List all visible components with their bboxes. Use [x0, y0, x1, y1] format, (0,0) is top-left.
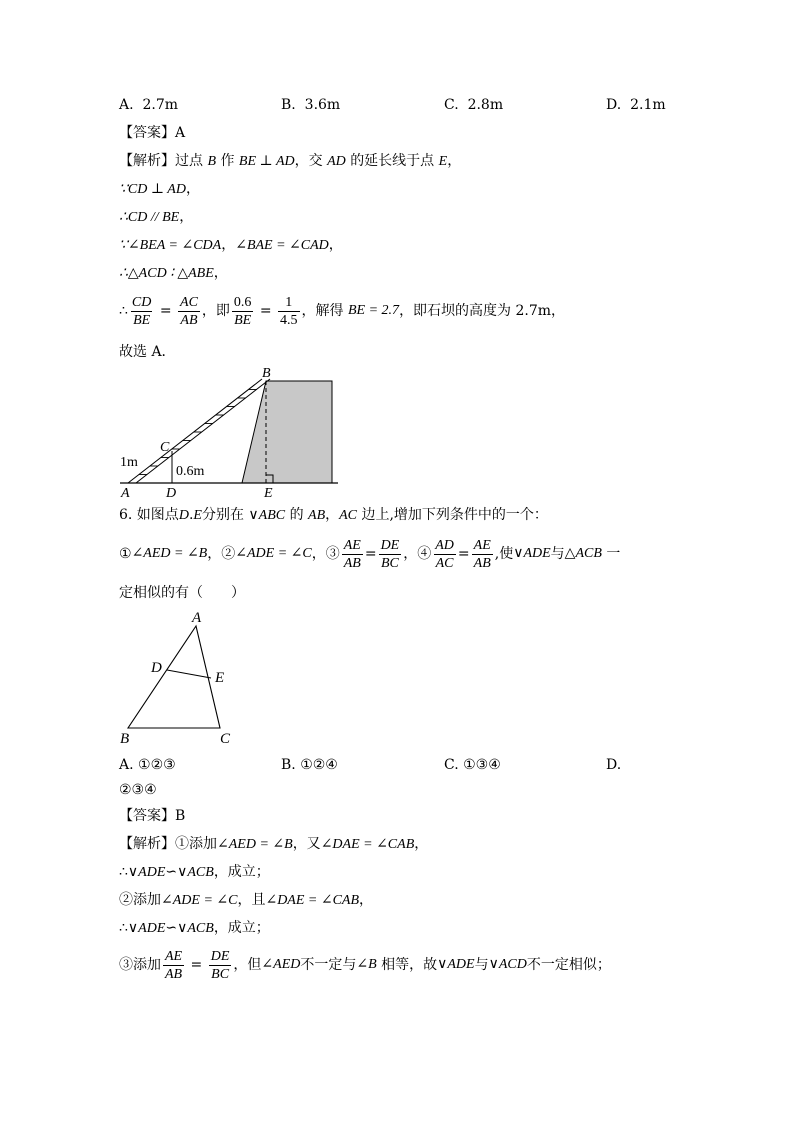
- q5-answer: 【答案】A: [119, 125, 186, 141]
- q6-analysis-line-3: ②添加∠ADE = ∠C，且∠DAE = ∠CAB，: [119, 892, 374, 908]
- q5-option-b: B. 3.6m: [281, 97, 341, 113]
- label-1m: 1m: [120, 455, 138, 470]
- label-a: A: [192, 610, 202, 626]
- label-c: C: [220, 731, 231, 747]
- label-e: E: [264, 486, 273, 500]
- q5-analysis-line-4: ∵∠BEA = ∠CDA，∠BAE = ∠CAD，: [119, 237, 343, 253]
- label-e: E: [215, 670, 225, 686]
- label-d: D: [166, 486, 177, 500]
- q6-stem-line-1: 6. 如图点D.E分别在 ∨ABC 的 AB，AC 边上,增加下列条件中的一个：: [119, 507, 548, 523]
- fraction-06-be: $\frac{0.6}{BE}$: [233, 294, 252, 328]
- q6-option-a: A. ①②③: [119, 757, 176, 773]
- q5-analysis-line-7: 故选 A．: [119, 344, 176, 360]
- q5-option-d: D. 2.1m: [606, 97, 666, 113]
- fraction-ae-ab: $\frac{AE}{AB}$: [343, 537, 361, 571]
- q5-dam-ladder-figure: [112, 365, 352, 500]
- q6-analysis-line-2: ∴∨ADE∽∨ACB，成立；: [119, 864, 270, 880]
- fraction-cd-be: $\frac{CD}{BE}$: [131, 294, 152, 328]
- q5-analysis-line-2: ∵CD ⊥ AD，: [119, 181, 200, 197]
- q6-triangle-figure: [112, 608, 242, 748]
- segment-de: [167, 670, 211, 678]
- label-06m: 0.6m: [176, 464, 205, 479]
- label-b: B: [262, 366, 271, 381]
- fraction-ad-ac: $\frac{AD}{AC}$: [435, 537, 454, 571]
- fraction-de-bc: $\frac{DE}{BC}$: [380, 537, 400, 571]
- dam-shape: [242, 381, 332, 483]
- q5-analysis-line-6: ∴ $\frac{CD}{BE}$ = $\frac{AC}{AB}$ ，即 $\frac{0.6}{BE}$ = $\frac{1}{4.5}$ ，解得 BE = 2.7 ，即石坝的高度为 2.7m，: [119, 294, 566, 328]
- label-a: A: [121, 486, 130, 500]
- fraction-ae-ab-3: $\frac{AE}{AB}$: [165, 948, 183, 982]
- q5-analysis-line-1: 【解析】过点 B 作 BE ⊥ AD，交 AD 的延长线于点 E，: [119, 153, 462, 169]
- label-b: B: [120, 731, 130, 747]
- q5-analysis-line-3: ∴CD // BE，: [119, 209, 194, 225]
- q6-analysis-line-5: ③添加 $\frac{AE}{AB}$ = $\frac{DE}{BC}$ ，但 ∠AED 不一定与 ∠B 相等，故 ∨ADE 与 ∨ACD 不一定相似；: [119, 948, 611, 982]
- label-c: C: [160, 440, 170, 455]
- q6-stem-line-3: 定相似的有（ ）: [119, 585, 245, 601]
- label-d: D: [151, 660, 162, 676]
- fraction-de-bc-2: $\frac{DE}{BC}$: [210, 948, 230, 982]
- q5-analysis-line-5: ∴△ACD ∶ △ABE，: [119, 265, 228, 281]
- q6-analysis-line-4: ∴∨ADE∽∨ACB，成立；: [119, 920, 270, 936]
- fraction-1-45: $\frac{1}{4.5}$: [280, 294, 298, 328]
- q6-option-d: D.: [606, 757, 622, 773]
- q6-conditions-line: ① ∠AED = ∠B ，② ∠ADE = ∠C ，③ $\frac{AE}{AB}$ = $\frac{DE}{BC}$ ，④ $\frac{AD}{AC}$ = $\frac{AE}{AB}$ ,使 ∨ADE 与 △ACB 一: [119, 537, 621, 571]
- q5-option-c: C. 2.8m: [444, 97, 504, 113]
- q6-option-d-text: ②③④: [119, 782, 157, 798]
- q6-analysis-line-1: 【解析】①添加∠AED = ∠B，又∠DAE = ∠CAB，: [119, 836, 429, 852]
- fraction-ac-ab: $\frac{AC}{AB}$: [180, 294, 198, 328]
- fraction-ae-ab-2: $\frac{AE}{AB}$: [473, 537, 491, 571]
- q6-answer: 【答案】B: [119, 808, 186, 824]
- q6-option-b: B. ①②④: [281, 757, 338, 773]
- q5-option-a: A. 2.7m: [119, 97, 179, 113]
- q6-option-c: C. ①③④: [444, 757, 501, 773]
